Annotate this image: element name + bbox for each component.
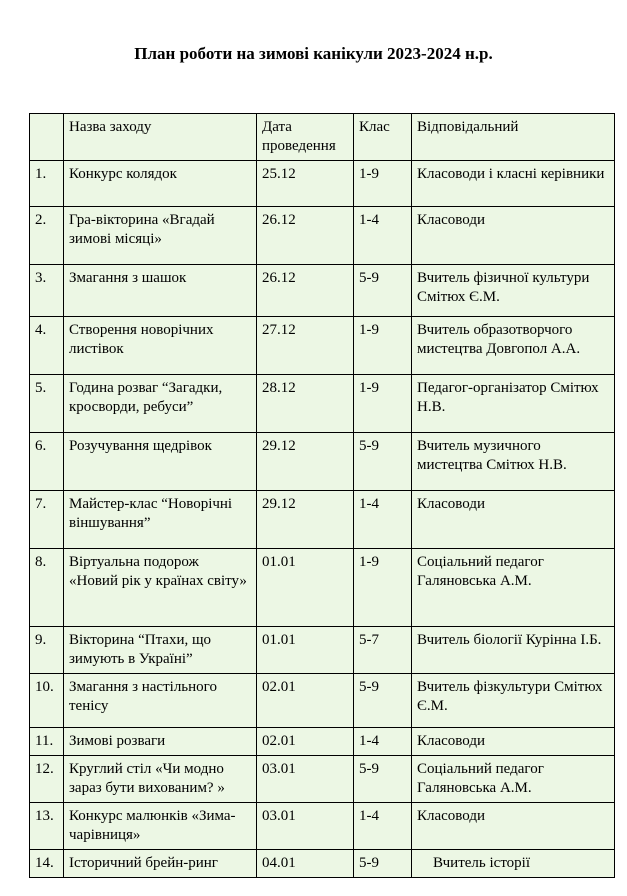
row-responsible: Соціальний педагог Галяновська А.М. [412, 756, 615, 803]
row-grade: 5-9 [354, 265, 412, 317]
plan-table [29, 113, 615, 878]
table-row [30, 756, 615, 803]
row-date: 02.01 [257, 674, 354, 728]
row-event: Майстер-клас “Новорічні віншування” [64, 491, 257, 549]
row-date: 29.12 [257, 491, 354, 549]
row-grade: 1-9 [354, 317, 412, 375]
row-grade: 1-4 [354, 491, 412, 549]
header-grade: Клас [354, 114, 412, 161]
row-grade: 1-9 [354, 549, 412, 627]
table-row [30, 674, 615, 728]
row-responsible: Класоводи [412, 728, 615, 756]
row-num: 14. [30, 850, 64, 878]
row-date: 03.01 [257, 803, 354, 850]
row-grade: 5-9 [354, 850, 412, 878]
table-row [30, 375, 615, 433]
table-header-row [30, 114, 615, 161]
row-date: 01.01 [257, 627, 354, 674]
table-row [30, 491, 615, 549]
row-num: 8. [30, 549, 64, 627]
row-event: Створення новорічних листівок [64, 317, 257, 375]
table-row [30, 433, 615, 491]
row-responsible: Класоводи [412, 803, 615, 850]
row-grade: 5-7 [354, 627, 412, 674]
row-event: Історичний брейн-ринг [64, 850, 257, 878]
row-num: 5. [30, 375, 64, 433]
row-event: Розучування щедрівок [64, 433, 257, 491]
table-row [30, 265, 615, 317]
table-row [30, 549, 615, 627]
row-date: 29.12 [257, 433, 354, 491]
page-title: План роботи на зимові канікули 2023-2024 н.р. [134, 44, 493, 63]
row-num: 6. [30, 433, 64, 491]
row-num: 10. [30, 674, 64, 728]
row-date: 28.12 [257, 375, 354, 433]
row-responsible: Вчитель образотворчого мистецтва Довгопол А.А. [412, 317, 615, 375]
table-row [30, 803, 615, 850]
row-date: 03.01 [257, 756, 354, 803]
row-grade: 1-4 [354, 728, 412, 756]
row-date: 01.01 [257, 549, 354, 627]
row-responsible: Вчитель музичного мистецтва Смітюх Н.В. [412, 433, 615, 491]
row-num: 13. [30, 803, 64, 850]
row-date: 26.12 [257, 265, 354, 317]
row-grade: 5-9 [354, 674, 412, 728]
table-row [30, 627, 615, 674]
row-event: Конкурс колядок [64, 161, 257, 207]
row-responsible: Вчитель фізичної культури Смітюх Є.М. [412, 265, 615, 317]
header-date: Дата проведення [257, 114, 354, 161]
table-row [30, 207, 615, 265]
row-grade: 5-9 [354, 433, 412, 491]
row-event: Зимові розваги [64, 728, 257, 756]
row-responsible: Соціальний педагог Галяновська А.М. [412, 549, 615, 627]
row-responsible: Класоводи і класні керівники [412, 161, 615, 207]
table-row [30, 317, 615, 375]
row-responsible: Педагог-організатор Смітюх Н.В. [412, 375, 615, 433]
row-event: Круглий стіл «Чи модно зараз бути вихованим? » [64, 756, 257, 803]
row-event: Змагання з настільного тенісу [64, 674, 257, 728]
table-row [30, 728, 615, 756]
row-event: Змагання з шашок [64, 265, 257, 317]
row-num: 11. [30, 728, 64, 756]
row-responsible: Класоводи [412, 491, 615, 549]
table-row [30, 161, 615, 207]
row-grade: 1-4 [354, 207, 412, 265]
row-num: 3. [30, 265, 64, 317]
row-num: 9. [30, 627, 64, 674]
row-num: 2. [30, 207, 64, 265]
row-grade: 5-9 [354, 756, 412, 803]
row-responsible: Вчитель біології Курінна І.Б. [412, 627, 615, 674]
row-responsible: Класоводи [412, 207, 615, 265]
table-row [30, 850, 615, 878]
row-num: 12. [30, 756, 64, 803]
row-num: 1. [30, 161, 64, 207]
row-grade: 1-9 [354, 375, 412, 433]
row-date: 26.12 [257, 207, 354, 265]
row-num: 4. [30, 317, 64, 375]
row-date: 04.01 [257, 850, 354, 878]
row-event: Віртуальна подорож «Новий рік у країнах світу» [64, 549, 257, 627]
row-date: 27.12 [257, 317, 354, 375]
header-responsible: Відповідальний [412, 114, 615, 161]
row-event: Гра-вікторина «Вгадай зимові місяці» [64, 207, 257, 265]
row-grade: 1-9 [354, 161, 412, 207]
row-event: Вікторина “Птахи, що зимують в Україні” [64, 627, 257, 674]
header-num [30, 114, 64, 161]
row-date: 02.01 [257, 728, 354, 756]
row-responsible: Вчитель історії [412, 850, 615, 878]
row-num: 7. [30, 491, 64, 549]
row-grade: 1-4 [354, 803, 412, 850]
header-event: Назва заходу [64, 114, 257, 161]
row-event: Конкурс малюнків «Зима-чарівниця» [64, 803, 257, 850]
row-date: 25.12 [257, 161, 354, 207]
row-responsible: Вчитель фізкультури Смітюх Є.М. [412, 674, 615, 728]
row-event: Година розваг “Загадки, кросворди, ребуси” [64, 375, 257, 433]
